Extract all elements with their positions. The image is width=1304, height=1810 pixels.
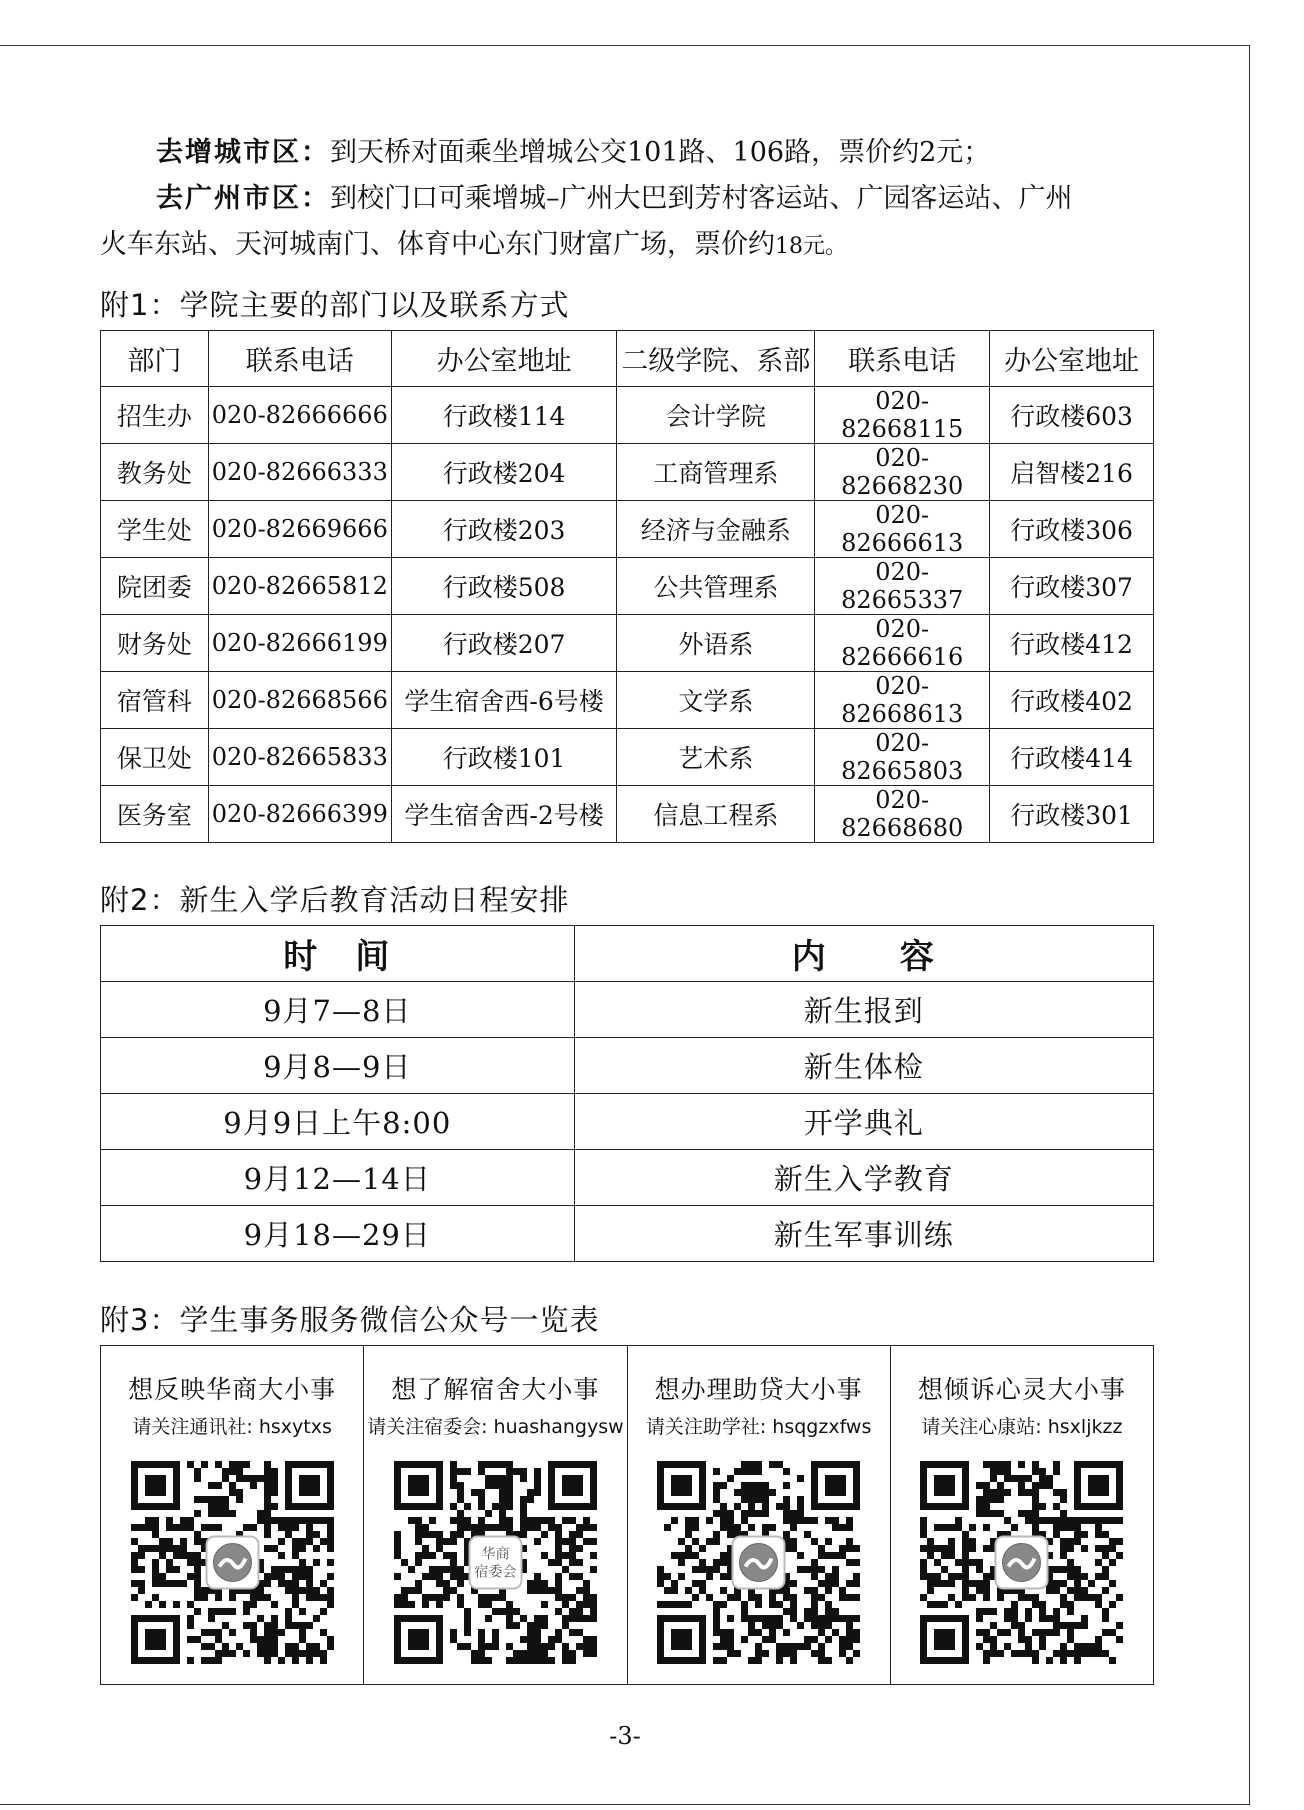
table-cell: 行政楼402 (990, 672, 1154, 729)
table-cell: 工商管理系 (617, 444, 815, 501)
qr-card-subtitle: 请关注通讯社: hsxytxs (132, 1416, 332, 1438)
table-cell: 行政楼114 (391, 387, 617, 444)
table-cell: 信息工程系 (617, 786, 815, 843)
badge-logo-icon (733, 1537, 785, 1589)
table-cell: 020-82668230 (815, 444, 990, 501)
schedule-table (100, 925, 1154, 1262)
table-row (101, 558, 1154, 615)
table-cell: 020-82666333 (208, 444, 391, 501)
table-row (101, 1038, 1154, 1094)
table-row (101, 786, 1154, 843)
table-row (101, 982, 1154, 1038)
table-cell: 行政楼307 (990, 558, 1154, 615)
dorm-committee-logo-icon (469, 1537, 521, 1589)
table-cell: 020-82665812 (208, 558, 391, 615)
table-cell: 行政楼301 (990, 786, 1154, 843)
department-contact-table (100, 330, 1154, 843)
table-cell: 新生入学教育 (574, 1150, 1153, 1206)
table-row (101, 1206, 1154, 1262)
table-cell: 020-82665337 (815, 558, 990, 615)
table-cell: 9月8—9日 (101, 1038, 575, 1094)
table-cell: 新生报到 (574, 982, 1153, 1038)
table-cell: 文学系 (617, 672, 815, 729)
qr-card (101, 1346, 364, 1685)
table-cell: 开学典礼 (574, 1094, 1153, 1150)
qr-card-subtitle: 请关注助学社: hsqgzxfws (645, 1416, 872, 1438)
logo-text: 华商 (481, 1546, 510, 1563)
table-header-row (101, 331, 1154, 387)
table-row (101, 444, 1154, 501)
table-cell: 行政楼508 (391, 558, 617, 615)
table-cell: 行政楼207 (391, 615, 617, 672)
appendix1-title: 附1：学院主要的部门以及联系方式 (100, 288, 570, 322)
table-cell: 行政楼101 (391, 729, 617, 786)
column-header: 联系电话 (815, 331, 990, 387)
table-row (101, 1094, 1154, 1150)
table-row (101, 1150, 1154, 1206)
table-cell: 行政楼306 (990, 501, 1154, 558)
qr-card-row (101, 1346, 1154, 1685)
table-row (101, 672, 1154, 729)
qr-card (627, 1346, 890, 1685)
qr-code (393, 1461, 598, 1666)
qr-card-subtitle: 请关注宿委会: huashangysw (367, 1416, 624, 1438)
table-cell: 会计学院 (617, 387, 815, 444)
table-row (101, 501, 1154, 558)
table-row (101, 615, 1154, 672)
qr-card (364, 1346, 627, 1685)
table-cell: 新生军事训练 (574, 1206, 1153, 1262)
table-cell: 020-82665833 (208, 729, 391, 786)
table-cell: 宿管科 (101, 672, 209, 729)
travel-line-continued: 火车东站、天河城南门、体育中心东门财富广场，票价约18元。 (100, 229, 847, 260)
travel-line-zengcheng: 去增城市区：到天桥对面乘坐增城公交101路、106路，票价约2元； (156, 137, 991, 168)
table-row (101, 729, 1154, 786)
qr-code (656, 1461, 861, 1666)
table-cell: 行政楼603 (990, 387, 1154, 444)
qr-code-icon (920, 1461, 1123, 1664)
qr-card-subtitle: 请关注心康站: hsxljkzz (921, 1416, 1123, 1438)
table-cell: 9月9日上午8:00 (101, 1094, 575, 1150)
table-cell: 院团委 (101, 558, 209, 615)
table-cell: 行政楼203 (391, 501, 617, 558)
qr-card-title: 想了解宿舍大小事 (391, 1375, 600, 1404)
column-header: 二级学院、系部 (617, 331, 815, 387)
table-cell: 新生体检 (574, 1038, 1153, 1094)
table-cell: 学生宿舍西-6号楼 (391, 672, 617, 729)
qr-card-title: 想倾诉心灵大小事 (917, 1375, 1126, 1404)
table-cell: 020-82669666 (208, 501, 391, 558)
table-cell: 020-82668115 (815, 387, 990, 444)
table-cell: 经济与金融系 (617, 501, 815, 558)
table-cell: 020-82665803 (815, 729, 990, 786)
table-cell: 艺术系 (617, 729, 815, 786)
table-cell: 学生宿舍西-2号楼 (391, 786, 617, 843)
table-cell: 学生处 (101, 501, 209, 558)
table-cell: 9月12—14日 (101, 1150, 575, 1206)
column-header: 部门 (101, 331, 209, 387)
table-cell: 招生办 (101, 387, 209, 444)
column-header: 办公室地址 (391, 331, 617, 387)
table-cell: 020-82668566 (208, 672, 391, 729)
column-header: 联系电话 (208, 331, 391, 387)
wechat-accounts-table (100, 1345, 1154, 1685)
table-header-row (101, 926, 1154, 982)
table-cell: 医务室 (101, 786, 209, 843)
qr-code-icon (394, 1461, 597, 1664)
heart-logo-icon (996, 1537, 1048, 1589)
qr-code (919, 1461, 1124, 1666)
column-header: 时 间 (101, 926, 575, 982)
appendix3-title: 附3：学生事务服务微信公众号一览表 (100, 1303, 600, 1337)
table-row (101, 387, 1154, 444)
table-cell: 行政楼412 (990, 615, 1154, 672)
qr-card-title: 想反映华商大小事 (128, 1375, 337, 1404)
table-cell: 9月18—29日 (101, 1206, 575, 1262)
column-header: 办公室地址 (990, 331, 1154, 387)
table-cell: 020-82666666 (208, 387, 391, 444)
table-cell: 020-82666613 (815, 501, 990, 558)
table-cell: 020-82668680 (815, 786, 990, 843)
table-cell: 教务处 (101, 444, 209, 501)
table-cell: 行政楼414 (990, 729, 1154, 786)
page-number: -3- (609, 1722, 641, 1750)
travel-line-guangzhou: 去广州市区：到校门口可乘增城–广州大巴到芳村客运站、广园客运站、广州 (156, 183, 1073, 214)
table-cell: 保卫处 (101, 729, 209, 786)
table-cell: 9月7—8日 (101, 982, 575, 1038)
table-cell: 行政楼204 (391, 444, 617, 501)
qr-code-icon (131, 1461, 334, 1664)
wave-logo-icon (206, 1537, 258, 1589)
table-cell: 020-82668613 (815, 672, 990, 729)
column-header: 内 容 (574, 926, 1153, 982)
table-cell: 公共管理系 (617, 558, 815, 615)
table-cell: 020-82666399 (208, 786, 391, 843)
table-cell: 启智楼216 (990, 444, 1154, 501)
table-cell: 020-82666199 (208, 615, 391, 672)
qr-code (130, 1461, 335, 1666)
appendix2-title: 附2：新生入学后教育活动日程安排 (100, 883, 570, 917)
qr-card (890, 1346, 1153, 1685)
table-cell: 财务处 (101, 615, 209, 672)
table-cell: 外语系 (617, 615, 815, 672)
qr-code-icon (657, 1461, 860, 1664)
qr-card-title: 想办理助贷大小事 (654, 1375, 863, 1404)
table-cell: 020-82666616 (815, 615, 990, 672)
travel-info (100, 130, 1160, 270)
logo-text: 宿委会 (474, 1564, 517, 1581)
